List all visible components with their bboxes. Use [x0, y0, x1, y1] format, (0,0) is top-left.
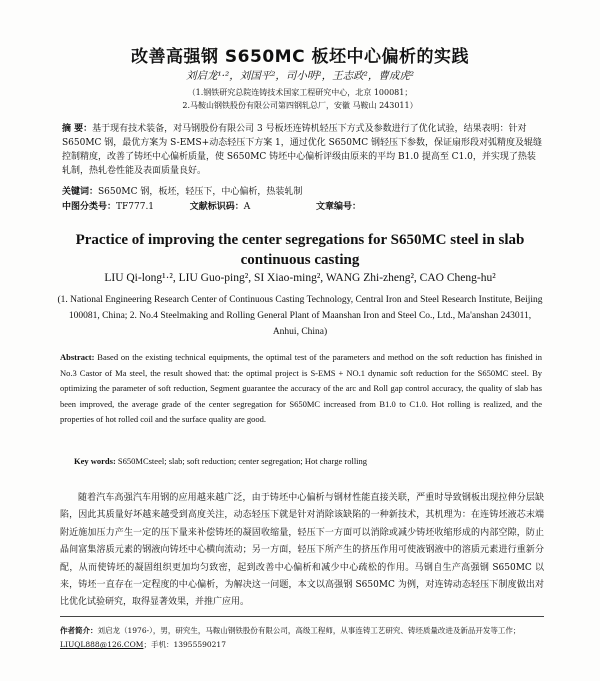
english-abstract [60, 350, 542, 428]
chinese-keywords-text: S650MC 钢，板坯，轻压下，中心偏析，热装轧制 [98, 187, 303, 197]
footnote-divider [60, 616, 544, 617]
article-number-label: 文章编号： [316, 202, 362, 212]
english-keywords [74, 456, 544, 466]
chinese-abstract-text: 基于现有技术装备，对马钢股份有限公司 3 号板坯连铸机轻压下方式及参数进行了优化试验，结果表明：针对 S650MC 钢，最优方案为 S-EMS+动态轻压下方案 1，通过优化 S650MC 钢轻压下参数，保证扇形段对弧精度及辊缝控制精度，改善了铸坯中心偏析质量，使 S650MC 铸坯中心偏析评级由原来的平均 B1.0 提高至 C1.0，并实现了热装轧制，热轧卷性能及表面质量良好。 [62, 124, 542, 176]
chinese-keywords [62, 185, 542, 199]
chinese-affiliation-1: （1.钢铁研究总院连铸技术国家工程研究中心，北京 100081； [187, 88, 413, 97]
english-keywords-text: S650MCsteel; slab; soft reduction; center segregation; Hot charge rolling [117, 456, 368, 466]
english-keywords-label: Key words: [74, 456, 116, 466]
chinese-affiliation-2: 2.马鞍山钢铁股份有限公司第四钢轧总厂，安徽 马鞍山 243011） [182, 101, 418, 110]
english-abstract-label: Abstract: [60, 352, 95, 362]
english-affiliation: (1. National Engineering Research Center of Continuous Casting Technology, Central Iron and Steel Research Institute, Beijing 100081, China; 2. No.4 Steelmaking and Rolling General Plant of Maanshan Iron and Steel Co., Ltd., Ma'anshan 243011, Anhui, China) [57, 295, 543, 337]
introduction-paragraph: 随着汽车高强汽车用钢的应用越来越广泛，由于铸坯中心偏析与钢材性能直接关联，严重时导致钢板出现拉伸分层缺陷，因此其质量好坏越来越受到高度关注，动态轻压下就是针对消除该缺陷的一种新技术，其机理为：在连铸坯液芯末端附近施加压力产生一定的压下量来补偿铸坯的凝固收缩量，轻压下一方面可以消除或减少铸坯收缩形成的内部空隙，防止晶间富集溶质元素的钢液向铸坯中心横向流动；另一方面，轻压下所产生的挤压作用可使液钢液中的溶质元素进行重新分配，从而使铸坯的凝固组织更加均匀致密，起到改善中心偏析和减少中心疏松的作用。马钢自生产高强钢 S650MC 以来，铸坯一直存在一定程度的中心偏析，为解决这一问题，本文以高强钢 S650MC 为例，对连铸动态轻压下制度做出对比优化试验研究，取得显著效果，并推广应用。 [60, 493, 544, 608]
english-authors: LIU Qi-long¹·², LIU Guo-ping², SI Xiao-ming², WANG Zhi-zheng², CAO Cheng-hu² [104, 272, 496, 284]
footnote-label: 作者简介： [60, 626, 98, 635]
chinese-abstract-label: 摘 要： [62, 124, 93, 134]
chinese-authors: 刘启龙¹·²，刘国平²，司小明²，王志政²，曹成虎² [185, 70, 415, 82]
classification-line [62, 200, 542, 214]
doc-code-value: A [243, 202, 251, 212]
footnote-text: 刘启龙（1976-），男，研究生，马鞍山钢铁股份有限公司，高级工程师，从事连铸工艺研究、铸坯质量改进及新品开发等工作； [97, 626, 521, 635]
chinese-abstract [62, 122, 542, 178]
clc-value: TF777.1 [116, 202, 155, 212]
phone-label: ；手机： [143, 640, 174, 649]
chinese-keywords-label: 关键词： [62, 187, 99, 197]
english-title: Practice of improving the center segregations for S650MC steel in slab continuous casting [75, 232, 525, 268]
chinese-title: 改善高强钢 S650MC 板坯中心偏析的实践 [131, 47, 469, 67]
doc-code-label: 文献标识码： [189, 202, 244, 212]
author-email: LIUQL888@126.COM [60, 640, 144, 649]
author-phone: 13955590217 [173, 640, 226, 649]
author-footnote [60, 624, 544, 652]
english-abstract-text: Based on the existing technical equipments, the optimal test of the parameters and method on the soft reduction has finished in No.3 Castor of Ma steel, the result showed that: the optimal project is S-EMS + NO.1 dynamic soft reduction for the S650MC steel. By optimizing the parameter of soft reduction, Segment guarantee the accuracy of the arc and Roll gap control accuracy, the quality of slab has been improved, the average grade of the center segregation for S650MC increased from B1.0 to C1.0. Hot rolling is realized, and the properties of hot rolled coil and the surface quality are good. [60, 352, 543, 425]
clc-label: 中图分类号： [62, 202, 117, 212]
